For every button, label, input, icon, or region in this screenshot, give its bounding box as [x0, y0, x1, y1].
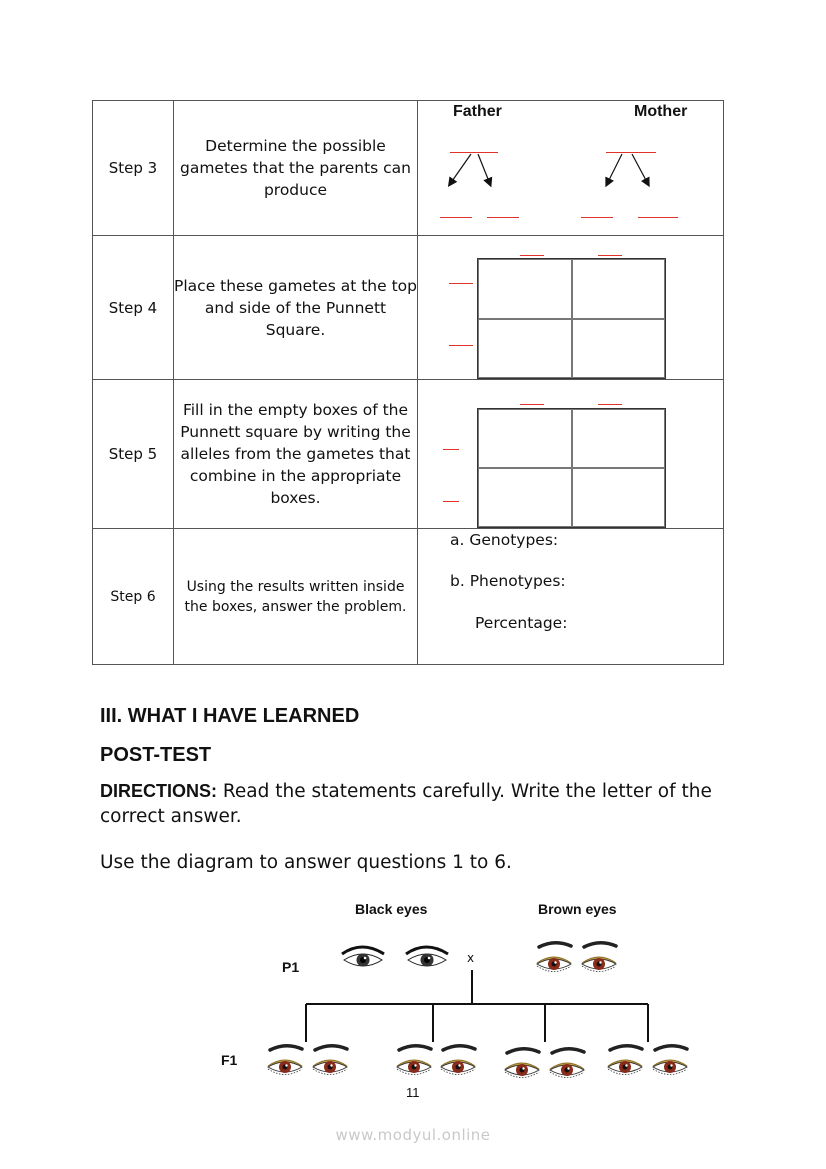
step-label: Step 4 [93, 236, 174, 380]
brown-eye-icon [505, 1049, 539, 1078]
black-eye-icon [342, 947, 384, 967]
posttest-title: POST-TEST [100, 744, 212, 766]
brown-eye-icon [653, 1046, 687, 1075]
f1-label: F1 [221, 1052, 238, 1068]
brown-eye-icon [268, 1046, 302, 1075]
brown-eye-icon [582, 943, 616, 972]
step-description: Fill in the empty boxes of the Punnett square by writing the alleles from the gametes that combine in the appropriate boxes. [174, 380, 418, 529]
step-label: Step 3 [93, 101, 174, 236]
brown-eye-icon [313, 1046, 347, 1075]
phenotypes-label: b. Phenotypes: [450, 572, 566, 590]
brown-eye-icon [550, 1049, 584, 1078]
step-description: Using the results written inside the boxes, answer the problem. [174, 529, 418, 665]
brown-eye-icon [397, 1046, 431, 1075]
brown-eye-icon [608, 1046, 642, 1075]
step-label: Step 6 [93, 529, 174, 665]
directions-label: DIRECTIONS: [100, 781, 217, 801]
step-label: Step 5 [93, 380, 174, 529]
step-description: Determine the possible gametes that the parents can produce [174, 101, 418, 236]
cross-symbol: x [467, 951, 475, 965]
genotypes-label: a. Genotypes: [450, 531, 559, 549]
section-title: III. WHAT I HAVE LEARNED [100, 705, 360, 727]
brown-eyes-label: Brown eyes [538, 901, 617, 917]
mother-label: Mother [634, 103, 688, 120]
father-label: Father [453, 103, 502, 120]
black-eye-icon [406, 947, 448, 967]
watermark: www.modyul.online [335, 1126, 491, 1144]
p1-label: P1 [282, 959, 300, 975]
directions-text: Read the statements carefully. Write the letter of the correct answer. [100, 781, 712, 827]
page-number: 11 [406, 1085, 420, 1100]
brown-eye-icon [537, 943, 571, 972]
percentage-label: Percentage: [475, 614, 568, 632]
brown-eye-icon [441, 1046, 475, 1075]
step-description: Place these gametes at the top and side of the Punnett Square. [174, 236, 418, 380]
black-eyes-label: Black eyes [355, 901, 428, 917]
instruction: Use the diagram to answer questions 1 to 6. [100, 852, 512, 873]
